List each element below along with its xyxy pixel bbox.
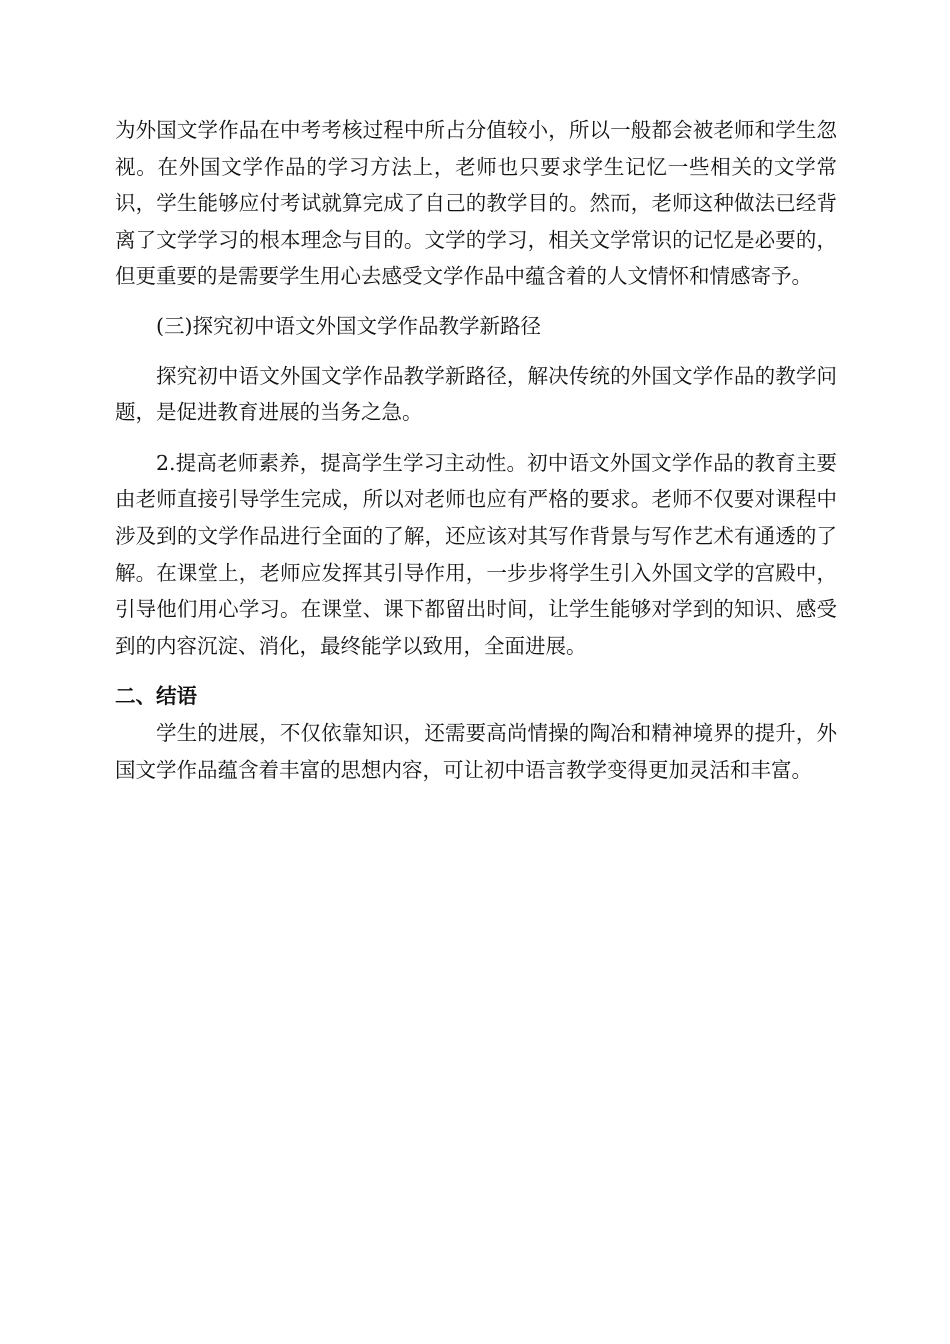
section-heading-conclusion: 二、结语 — [115, 684, 197, 709]
document-page — [115, 112, 837, 788]
body-paragraph-continued: 为外国文学作品在中考考核过程中所占分值较小，所以一般都会被老师和学生忽视。在外国文学作品的学习方法上，老师也只要求学生记忆一些相关的文学常识，学生能够应付考试就算完成了自己的教学目的。然而，老师这种做法已经背离了文学学习的根本理念与目的。文学的学习，相关文学常识的记忆是必要的，但更重要的是需要学生用心去感受文学作品中蕴含着的人文情怀和情感寄予。 — [115, 118, 837, 289]
body-paragraph-teacher-quality: 2.提高老师素养，提高学生学习主动性。初中语文外国文学作品的教育主要由老师直接引导学生完成，所以对老师也应有严格的要求。老师不仅要对课程中涉及到的文学作品进行全面的了解，还应该对其写作背景与写作艺术有通透的了解。在课堂上，老师应发挥其引导作用，一步步将学生引入外国文学的宫殿中，引导他们用心学习。在课堂、课下都留出时间，让学生能够对学到的知识、感受到的内容沉淀、消化，最终能学以致用，全面进展。 — [115, 450, 837, 658]
subsection-heading: (三)探究初中语文外国文学作品教学新路径 — [156, 313, 541, 338]
body-paragraph-conclusion: 学生的进展，不仅依靠知识，还需要高尚情操的陶冶和精神境界的提升，外国文学作品蕴含着丰富的思想内容，可让初中语言教学变得更加灵活和丰富。 — [115, 720, 837, 782]
body-paragraph-intro: 探究初中语文外国文学作品教学新路径，解决传统的外国文学作品的教学问题，是促进教育进展的当务之急。 — [115, 363, 837, 425]
